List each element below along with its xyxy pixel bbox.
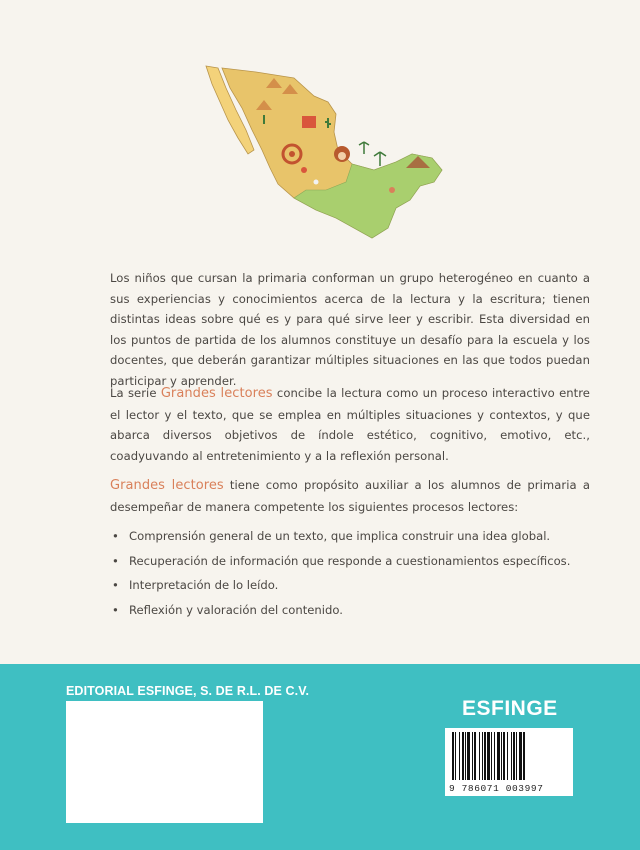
barcode-bar bbox=[462, 732, 464, 780]
barcode-bar bbox=[467, 732, 470, 780]
barcode-bar bbox=[501, 732, 502, 780]
barcode-bar bbox=[519, 732, 522, 780]
list-item: • Interpretación de lo leído. bbox=[110, 573, 590, 598]
publisher-name: EDITORIAL ESFINGE, S. DE R.L. DE C.V. bbox=[66, 684, 310, 698]
barcode-icon bbox=[450, 732, 568, 780]
barcode-bar bbox=[484, 732, 486, 780]
barcode-bar bbox=[455, 732, 456, 780]
barcode-bar bbox=[491, 732, 492, 780]
barcode-bar bbox=[487, 732, 490, 780]
barcode-bar bbox=[507, 732, 508, 780]
reading-processes-list bbox=[110, 524, 590, 622]
series-paragraph-start: La serie bbox=[110, 386, 161, 400]
series-paragraph bbox=[110, 383, 590, 466]
isbn-number: 9 786071 003997 bbox=[449, 783, 544, 794]
barcode-bar bbox=[465, 732, 466, 780]
purpose-paragraph-text: tiene como propósito auxiliar a los alumnos de primaria a desempeñar de manera competente los siguientes procesos lectores: bbox=[110, 478, 590, 514]
barcode-bar bbox=[516, 732, 517, 780]
list-item: • Reflexión y valoración del contenido. bbox=[110, 598, 590, 623]
mexico-map-illustration bbox=[196, 58, 466, 243]
list-item: • Recuperación de información que responde a cuestionamientos específicos. bbox=[110, 549, 590, 574]
barcode-bar bbox=[474, 732, 476, 780]
series-name-highlight: Grandes lectores bbox=[160, 386, 273, 401]
barcode-bar bbox=[479, 732, 480, 780]
intro-paragraph: Los niños que cursan la primaria conforman un grupo heterogéneo en cuanto a sus experiencias y conocimientos acerca de la lectura y la escritura; tienen distintas ideas sobre qué es y para qué sirve leer y escribir. Esta diversidad en los puntos de partida de los alumnos constituye un desafío para la escuela y los docentes, que deberán garantizar múltiples situaciones en las que todos puedan participar y aprender. bbox=[110, 271, 590, 388]
barcode-bar bbox=[497, 732, 500, 780]
series-paragraph-end: concibe la lectura como un proceso interactivo entre el lector y el texto, que se emplea en múltiples situaciones y contextos, y que abarca diversos objetivos de índole estético, cognitivo, emotivo, etc., coadyuvando al entretenimiento y a la reflexión personal. bbox=[110, 386, 590, 463]
barcode-bar bbox=[459, 732, 460, 780]
barcode-bar bbox=[482, 732, 483, 780]
series-name-highlight-2: Grandes lectores bbox=[110, 478, 224, 493]
barcode-bar bbox=[523, 732, 525, 780]
barcode-bar bbox=[452, 732, 454, 780]
label-area bbox=[66, 701, 263, 823]
barcode-bar bbox=[494, 732, 495, 780]
brand-logo: ESFINGE bbox=[462, 697, 558, 720]
barcode-bar bbox=[513, 732, 515, 780]
barcode-bar bbox=[472, 732, 473, 780]
barcode-bar bbox=[503, 732, 505, 780]
purpose-paragraph bbox=[110, 475, 590, 517]
list-item: • Comprensión general de un texto, que implica construir una idea global. bbox=[110, 524, 590, 549]
barcode-bar bbox=[511, 732, 512, 780]
barcode bbox=[445, 728, 573, 796]
